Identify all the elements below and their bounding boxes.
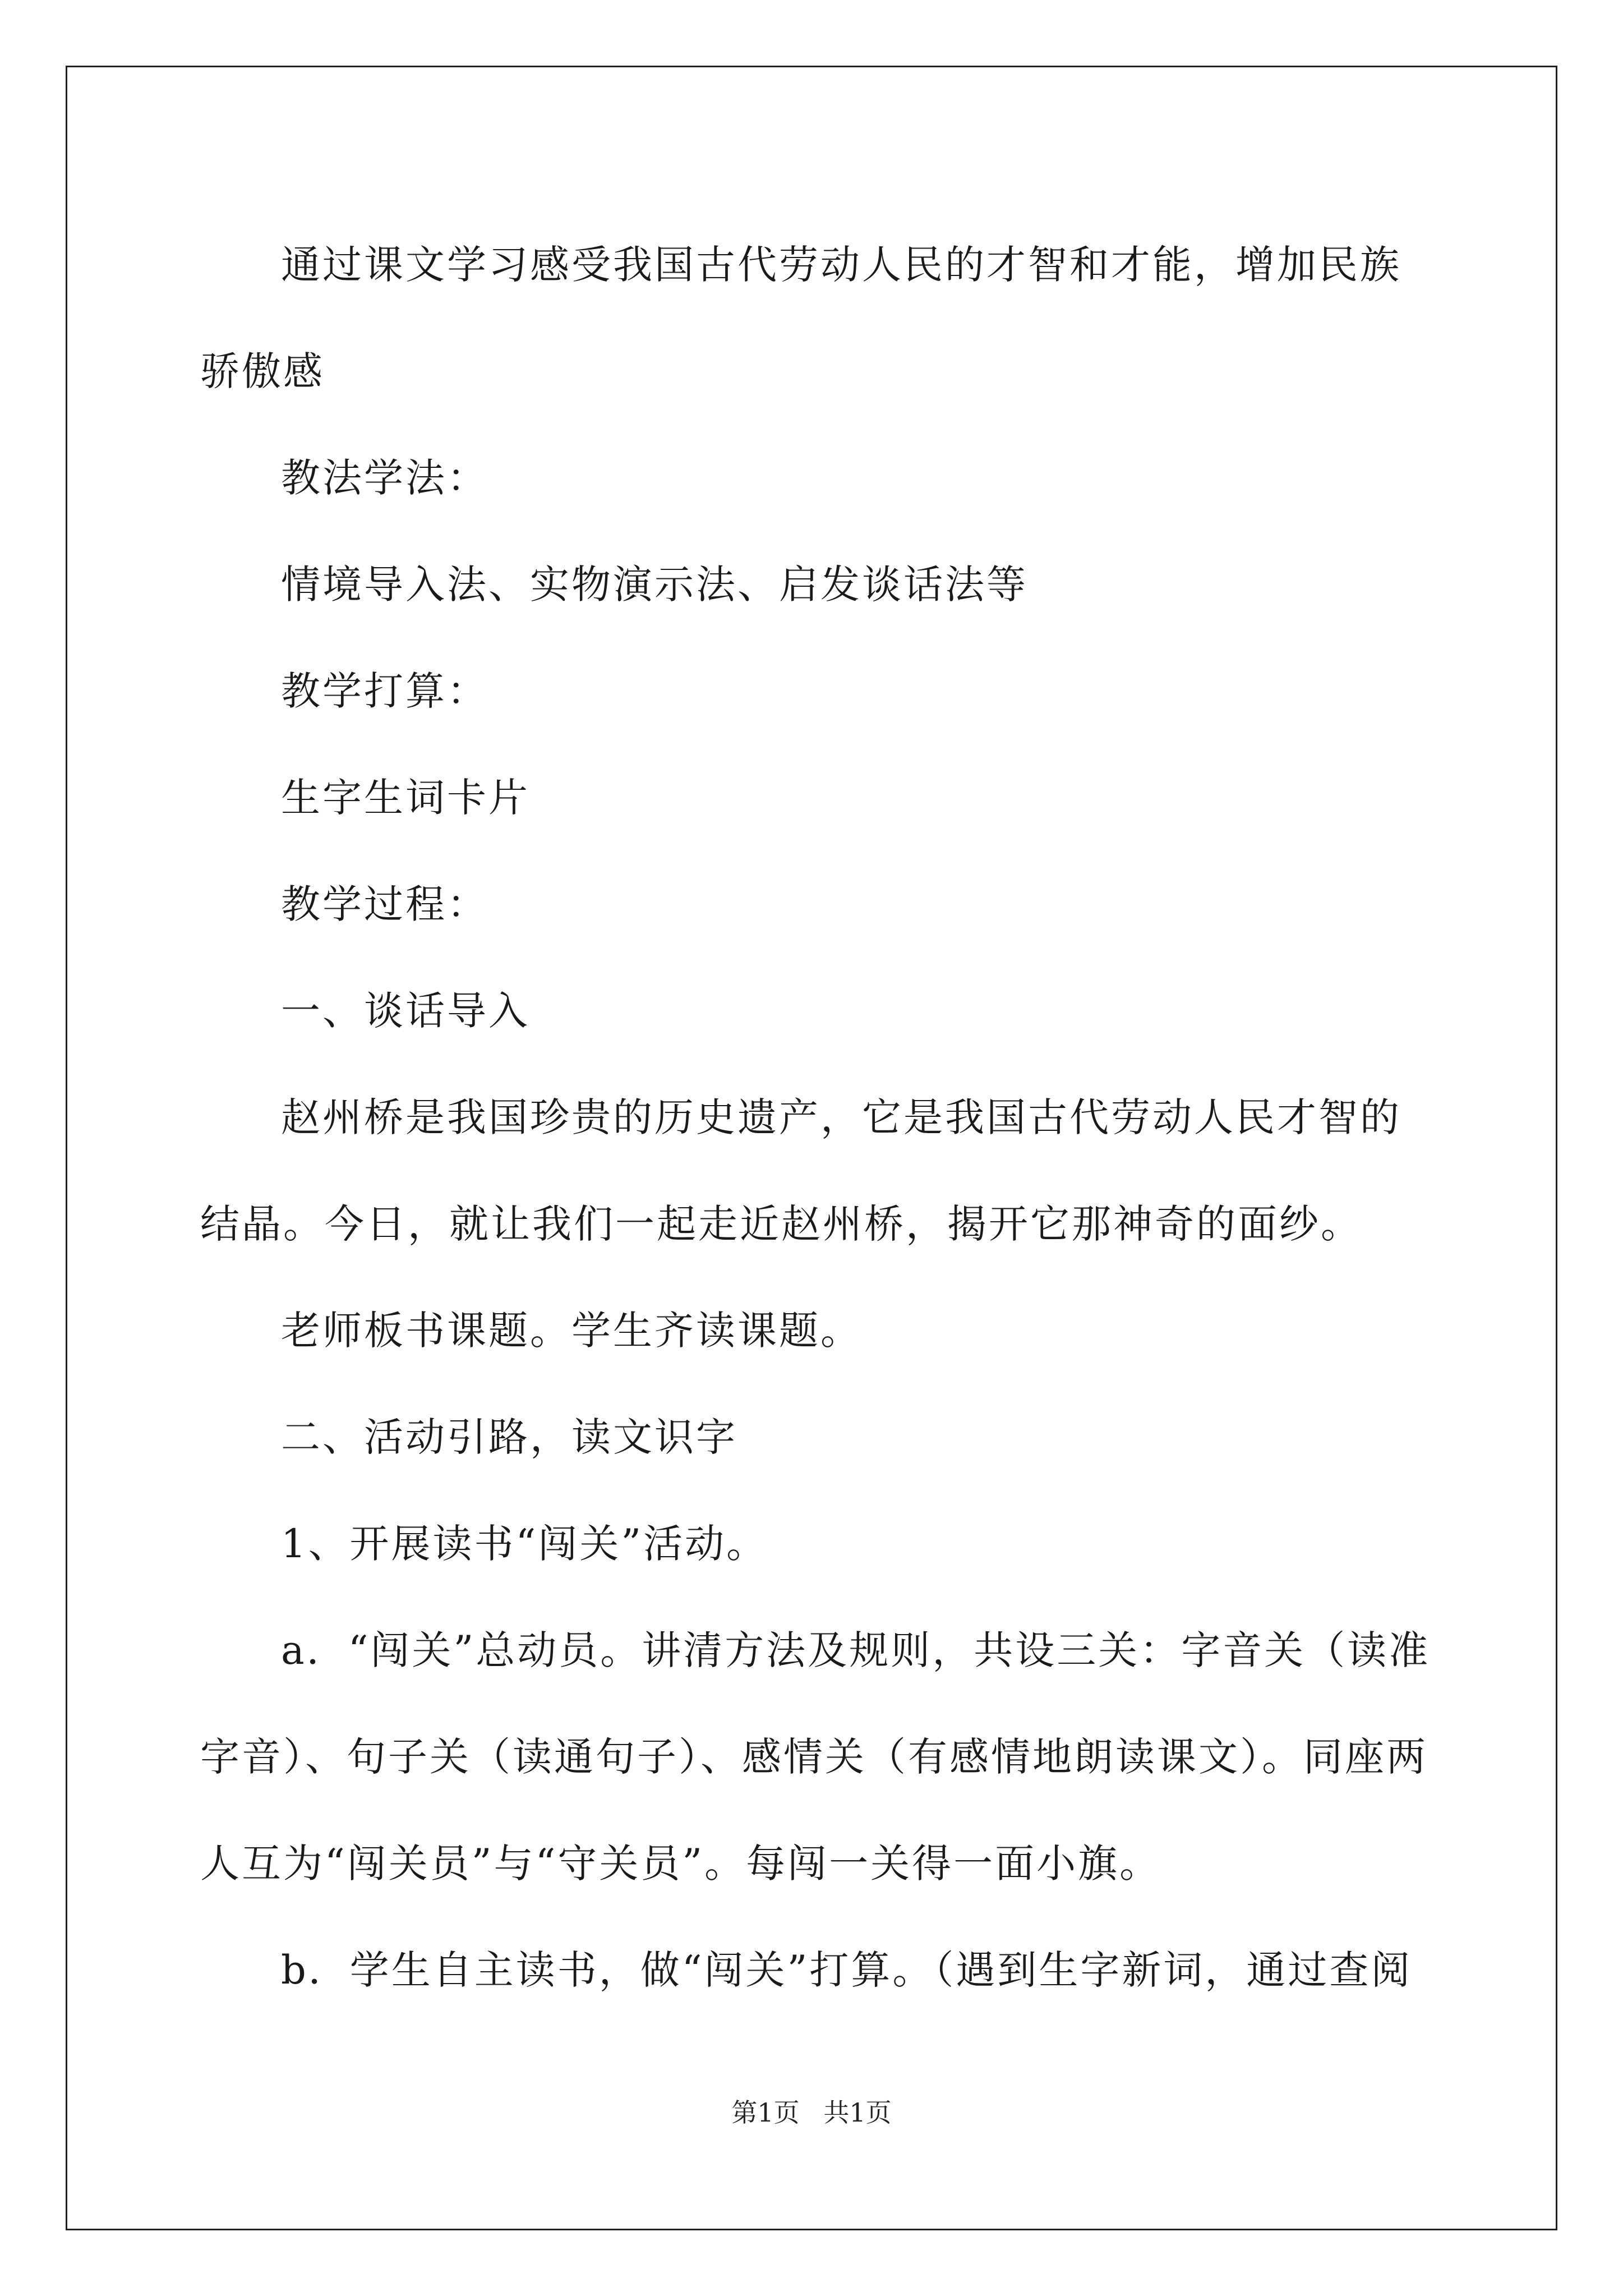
page-total: 共1页 xyxy=(823,2097,892,2128)
paragraph-activity: 1、开展读书“闯关”活动。 xyxy=(281,1521,768,1567)
page-footer xyxy=(0,2092,1623,2129)
paragraph-intro: 赵州桥是我国珍贵的历史遗产，它是我国古代劳动人民才智的结晶。今日，就让我们一起走近赵州桥，揭开它那神奇的面纱。 xyxy=(200,1094,1401,1247)
paragraph-prep: 生字生词卡片 xyxy=(281,775,530,821)
paragraph-board: 老师板书课题。学生齐读课题。 xyxy=(281,1308,862,1354)
paragraph-method-heading: 教法学法： xyxy=(281,455,488,501)
paragraph-process-heading: 教学过程： xyxy=(281,881,488,927)
paragraph-methods: 情境导入法、实物演示法、启发谈话法等 xyxy=(281,562,1028,608)
paragraph-section-two: 二、活动引路，读文识字 xyxy=(281,1414,737,1460)
paragraph-rules: a．“闯关”总动员。讲清方法及规则，共设三关：字音关（读准字音）、句子关（读通句子）、感情关（有感情地朗读课文）。同座两人互为“闯关员”与“守关员”。每闯一关得一面小旗。 xyxy=(200,1627,1431,1887)
paragraph-self-read: b．学生自主读书，做“闯关”打算。（遇到生字新词，通过查阅 xyxy=(281,1947,1413,1993)
paragraph-prep-heading: 教学打算： xyxy=(281,668,488,714)
paragraph-section-one: 一、谈话导入 xyxy=(281,988,530,1034)
page-number: 第1页 xyxy=(731,2097,800,2128)
document-body xyxy=(200,211,1434,2023)
paragraph-goal: 通过课文学习感受我国古代劳动人民的才智和才能，增加民族骄傲感 xyxy=(200,242,1401,394)
